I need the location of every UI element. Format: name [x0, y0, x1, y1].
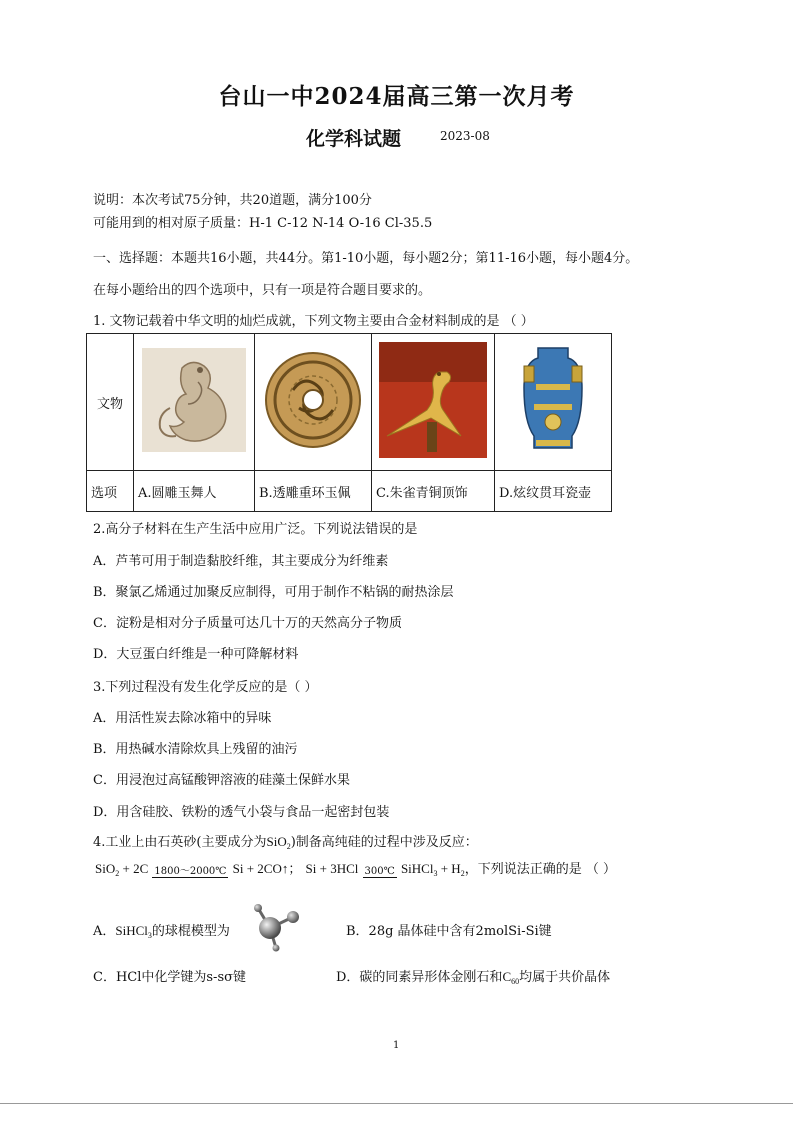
q4-equations: SiO$_2$ + 2C 1800～2000℃ Si + 2CO↑； Si + 3HCl 300℃ SiHCl$_3$ + $H_2$，下列说法正确的是 （ ） [95, 861, 616, 878]
page-number: 1 [393, 1040, 400, 1051]
q2-option-d: D．大豆蛋白纤维是一种可降解材料 [93, 647, 299, 662]
section-instruction: 在每小题给出的四个选项中，只有一项是符合题目要求的。 [93, 283, 432, 298]
exam-date: 2023-08 [440, 129, 490, 143]
q3-stem: 3.下列过程没有发生化学反应的是（ ） [93, 680, 318, 695]
q3-option-d: D．用含硅胶、铁粉的透气小袋与食品一起密封包装 [93, 805, 390, 820]
q4-option-b: B．28g 晶体硅中含有2molSi-Si键 [346, 924, 552, 939]
q4-option-c: C．HCl中化学键为s-sσ键 [93, 970, 246, 985]
q4-option-a: A．SiHCl$_3$的球棍模型为 [93, 923, 230, 940]
q3-option-b: B．用热碱水清除炊具上残留的油污 [93, 742, 298, 757]
q2-stem: 2.高分子材料在生产生活中应用广泛。下列说法错误的是 [93, 522, 418, 537]
subject-title: 化学科试题 [306, 128, 402, 150]
q3-option-a: A．用活性炭去除冰箱中的异味 [93, 711, 272, 726]
q4-stem: 4.工业上由石英砂(主要成分为SiO$_2$)制备高纯硅的过程中涉及反应： [93, 834, 478, 851]
artifact-image-a [134, 334, 255, 471]
artifact-image-c [372, 334, 495, 471]
q1-option-b: B.透雕重环玉佩 [255, 471, 372, 512]
q4-option-d: D．碳的同素异形体金刚石和$C_{60}$均属于共价晶体 [336, 969, 611, 986]
artifact-image-d [495, 334, 612, 471]
q1-option-a: A.圆雕玉舞人 [134, 471, 255, 512]
page-bottom-divider [0, 1103, 793, 1104]
q1-stem: 1. 文物记载着中华文明的灿烂成就，下列文物主要由合金材料制成的是 （ ） [93, 314, 534, 329]
jade-pendant-image [263, 350, 363, 450]
section-intro: 一、选择题：本题共16小题，共44分。第1-10小题，每小题2分；第11-16小题，每小题4分。 [93, 251, 639, 266]
q2-option-a: A．芦苇可用于制造黏胶纤维，其主要成分为纤维素 [93, 554, 389, 569]
q3-option-c: C．用浸泡过高锰酸钾溶液的硅藻土保鲜水果 [93, 773, 350, 788]
jade-dancer-image [142, 348, 246, 452]
bronze-bird-image [379, 342, 487, 458]
q2-option-c: C．淀粉是相对分子质量可达几十万的天然高分子物质 [93, 616, 402, 631]
porcelain-vase-image [522, 344, 584, 456]
reaction-condition-2: 300℃ [364, 866, 395, 877]
exam-title: 台山一中2024届高三第一次月考 [218, 83, 575, 110]
q1-option-d: D.炫纹贯耳瓷壶 [495, 471, 612, 512]
q1-option-c: C.朱雀青铜顶饰 [372, 471, 495, 512]
exam-notes: 说明：本次考试75分钟，共20道题，满分100分 [93, 193, 372, 208]
q1-artifact-table [86, 333, 612, 512]
q2-option-b: B．聚氯乙烯通过加聚反应制得，可用于制作不粘锅的耐热涂层 [93, 585, 454, 600]
artifact-row-label: 文物 [87, 334, 134, 471]
option-row-label: 选项 [87, 471, 134, 512]
reaction-condition-1: 1800～2000℃ [154, 866, 227, 877]
artifact-image-b [255, 334, 372, 471]
ball-stick-model-icon [246, 902, 304, 952]
atomic-masses: 可能用到的相对原子质量：H-1 C-12 N-14 O-16 Cl-35.5 [93, 216, 433, 231]
